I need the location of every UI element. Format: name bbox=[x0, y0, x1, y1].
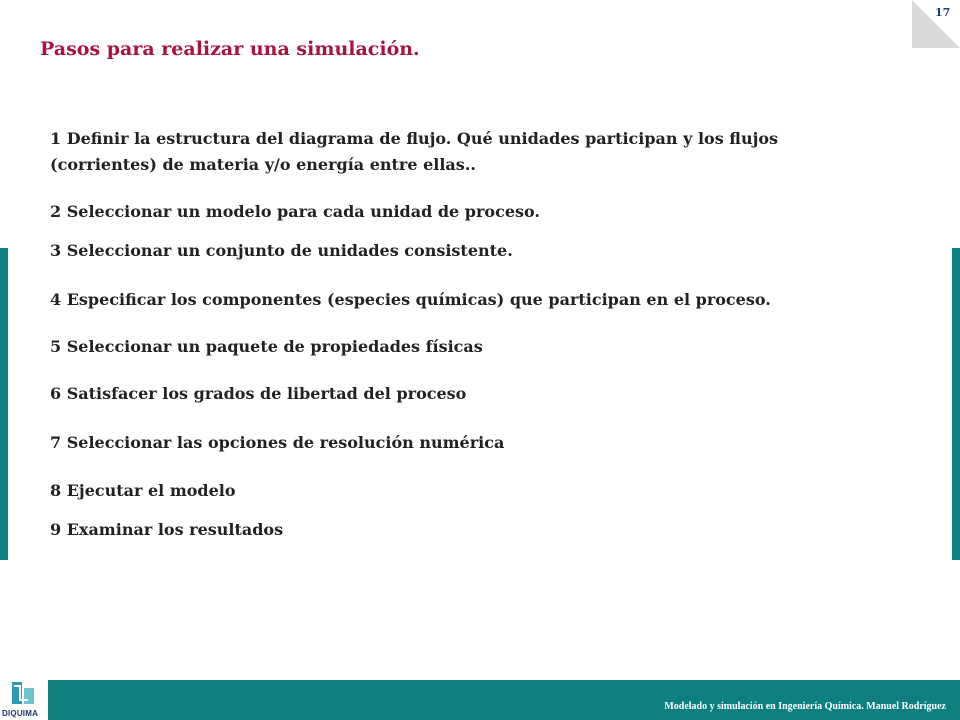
step-item-2: 2 Seleccionar un modelo para cada unidad de proceso. bbox=[50, 202, 540, 221]
logo-text: DIQUIMA bbox=[2, 709, 39, 718]
right-accent-bar bbox=[952, 248, 960, 560]
step-item-7: 7 Seleccionar las opciones de resolución numérica bbox=[50, 433, 505, 452]
step-item-5: 5 Seleccionar un paquete de propiedades físicas bbox=[50, 337, 483, 356]
step-item-4: 4 Especificar los componentes (especies químicas) que participan en el proceso. bbox=[50, 290, 771, 309]
step-item-3: 3 Seleccionar un conjunto de unidades consistente. bbox=[50, 241, 513, 260]
diquima-logo bbox=[0, 680, 48, 720]
slide-title: Pasos para realizar una simulación. bbox=[40, 38, 420, 60]
step-item-6: 6 Satisfacer los grados de libertad del proceso bbox=[50, 384, 467, 403]
footer-credit: Modelado y simulación en Ingeniería Química. Manuel Rodríguez bbox=[664, 701, 946, 712]
left-accent-bar bbox=[0, 248, 8, 560]
footer bbox=[0, 680, 960, 720]
step-item-1: 1 Definir la estructura del diagrama de flujo. Qué unidades participan y los flujos (corrientes) de materia y/o energía entre ellas.. bbox=[50, 129, 779, 174]
step-item-9: 9 Examinar los resultados bbox=[50, 520, 284, 539]
step-item-8: 8 Ejecutar el modelo bbox=[50, 481, 236, 500]
footer-band bbox=[48, 680, 960, 720]
page-number: 17 bbox=[935, 6, 951, 19]
logo-mark-icon bbox=[0, 680, 48, 710]
